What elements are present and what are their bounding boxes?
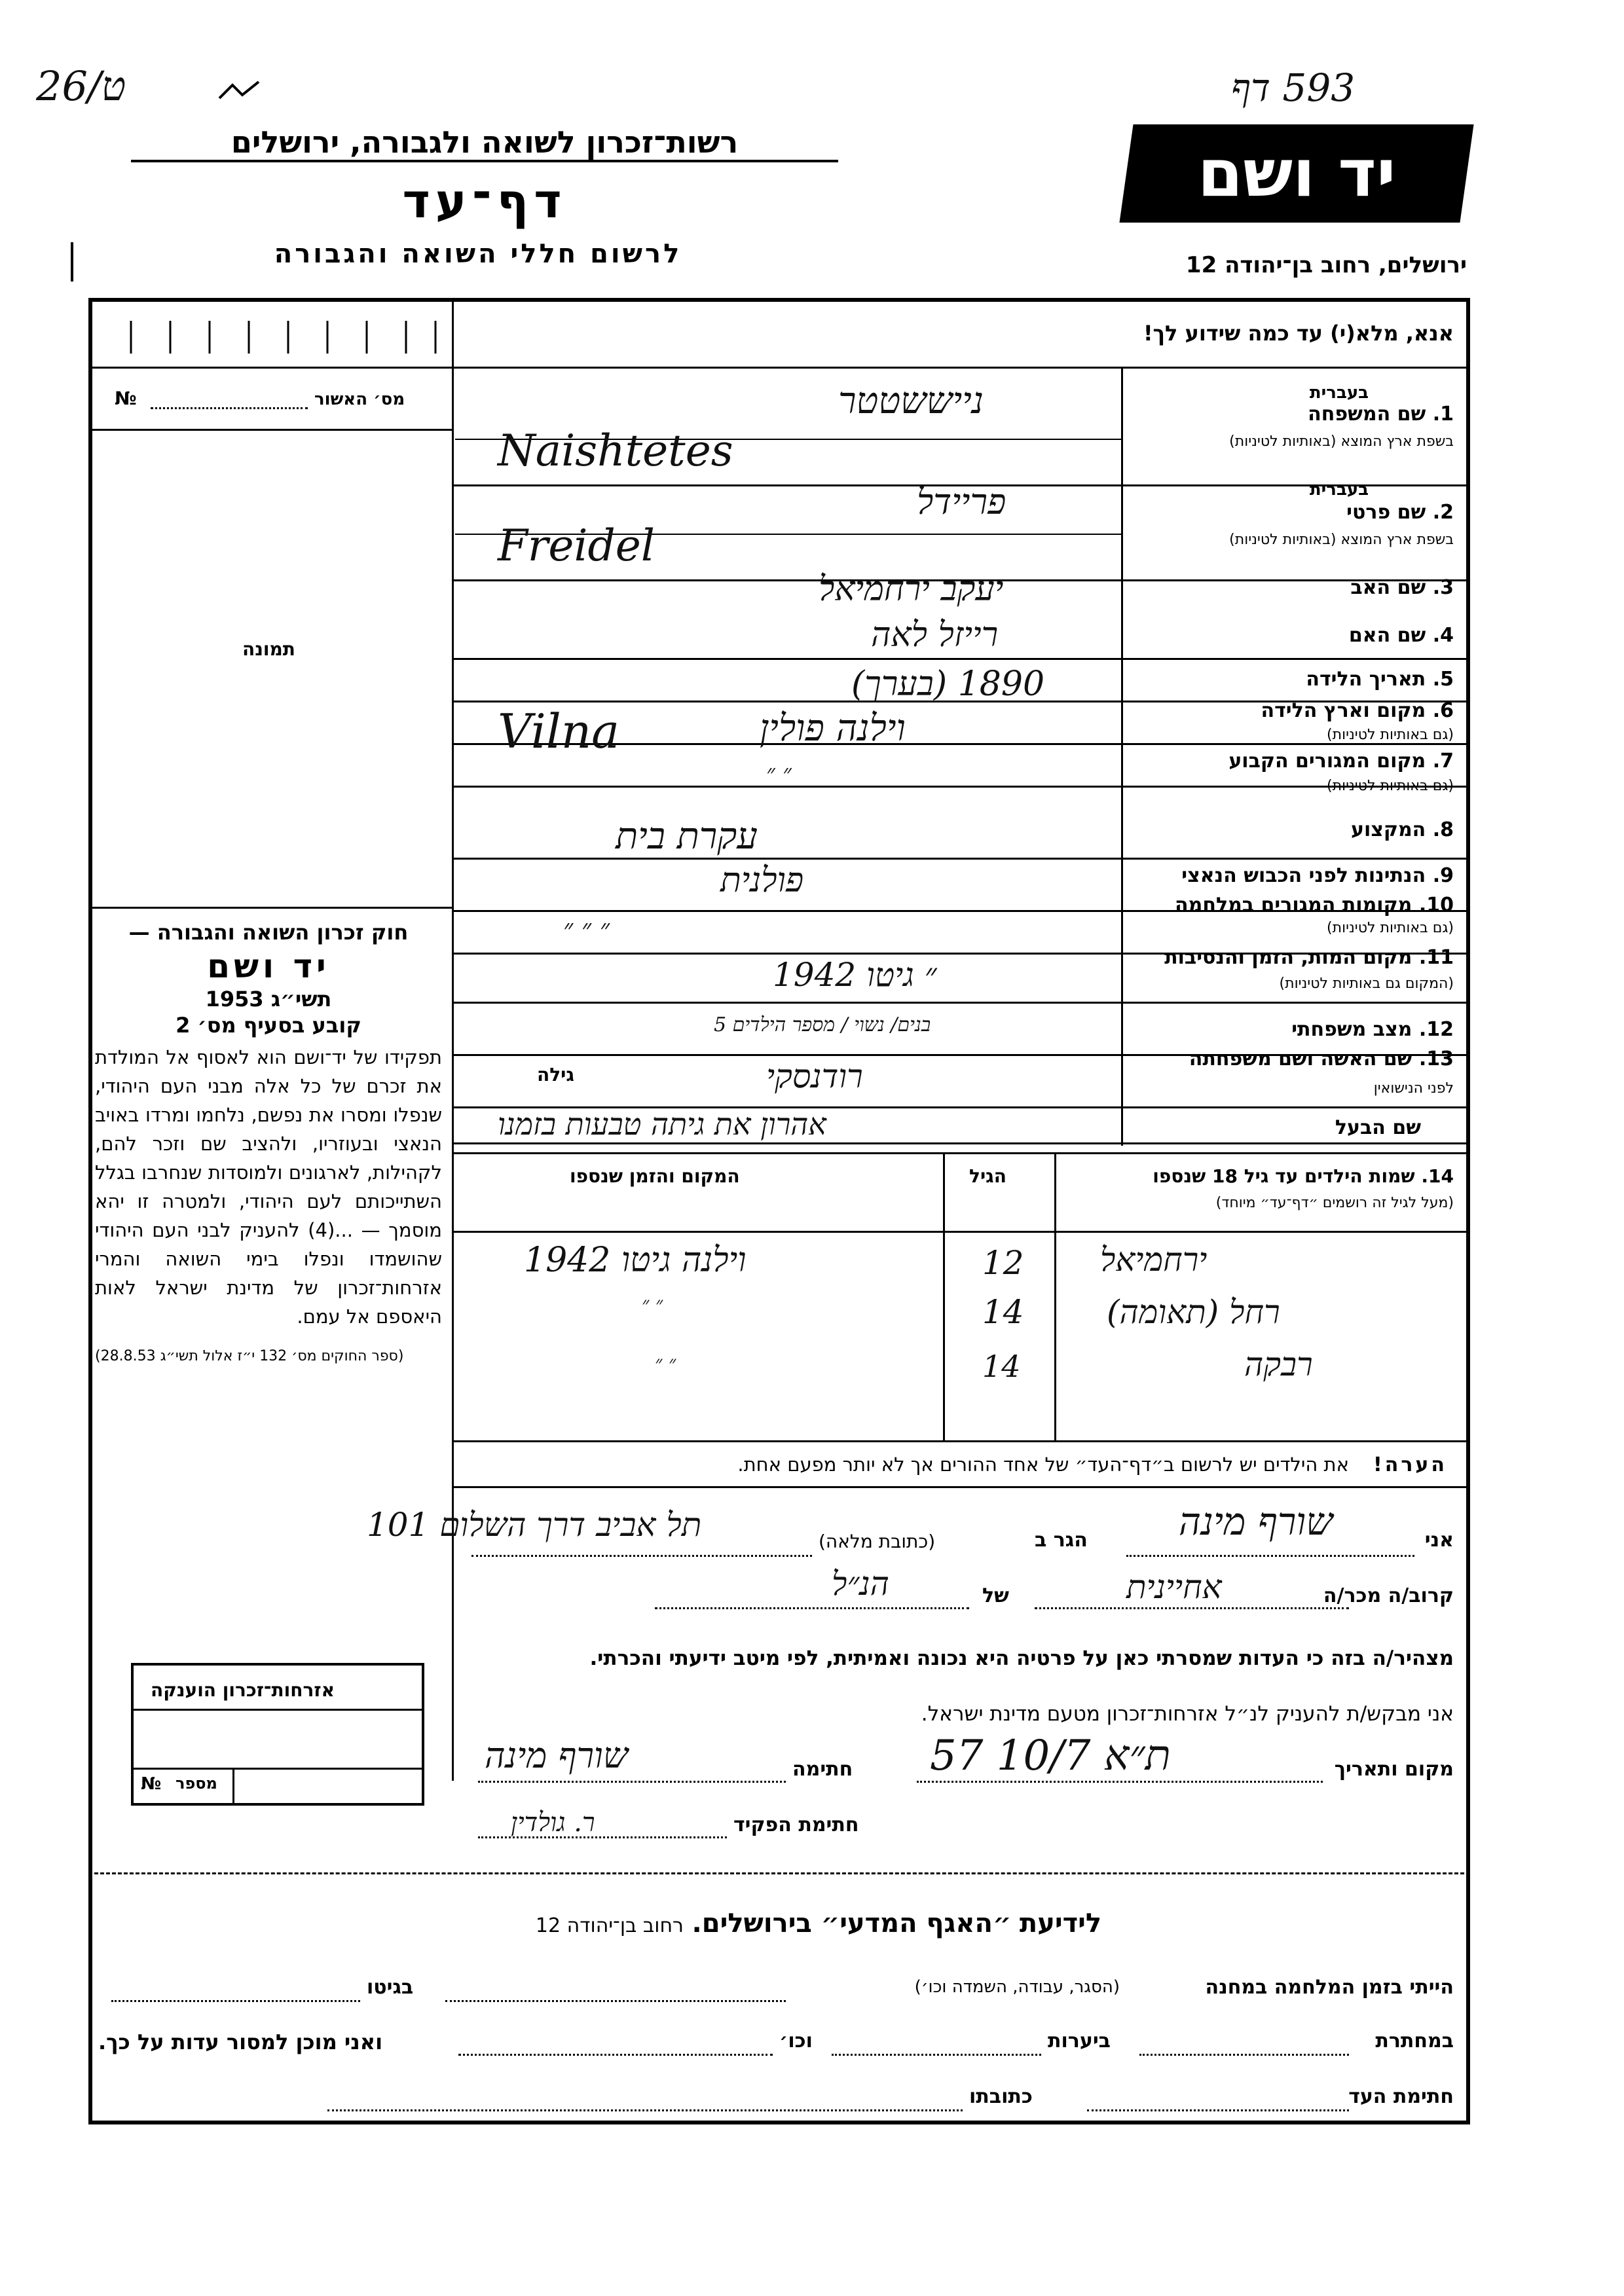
law-year: תשי״ג 1953 [205,987,332,1011]
field-2-label: 2. שם פרטי [1346,501,1454,524]
photo-label: תמונה [242,638,295,660]
child-2-place[interactable]: ״ ״ [642,1293,663,1316]
form-subtitle: לרשום חללי השואה והגבורה [274,239,682,269]
citizenship-number-sign: № [141,1774,162,1794]
ref-number: 593 דף [1231,65,1356,110]
scribble-mark [216,79,262,105]
relative-value[interactable]: אחיינית [1126,1568,1222,1606]
of-value[interactable]: הנ״ל [832,1565,889,1603]
note-label: הערה! [1373,1453,1447,1476]
field-2-latin-value[interactable]: Freidel [498,520,655,571]
signature-value[interactable]: שורף מינה [485,1735,629,1776]
children-header-place: המקום והזמן שנספו [570,1165,740,1187]
field-6-note: (גם באותיות לטיניות) [1327,727,1454,743]
clerk-signature-value[interactable]: ר. גולדין [511,1808,595,1838]
info-line2-d: ואני מוכן למסור עדות על כך. [98,2030,383,2054]
declarant-label: אני [1424,1529,1454,1552]
info-line2-b: ביערות [1048,2030,1111,2052]
citizenship-number-label: מספר [175,1774,217,1793]
field-7-note: (גם באותיות לטיניות) [1327,778,1454,794]
citizenship-box-title: אזרחות־זכרון הוענקה [151,1679,335,1701]
place-date-value[interactable]: ת״א 10/7 57 [930,1732,1171,1780]
husband-value[interactable]: אהרון את גיתה טבעות בזמנו [498,1106,826,1142]
info-line2-a: במחתרת [1375,2030,1454,2052]
note-text: את הילדים יש לרשום ב״דף־העד״ של אחד ההורים אך לא יותר מפעם אחת. [737,1453,1349,1476]
child-2-name[interactable]: רחל (תאומה) [1107,1293,1280,1331]
field-9-value[interactable]: פולנית [720,861,804,900]
field-13-label: 13. שם האשה ושם משפחתה [1189,1048,1454,1070]
field-3-label: 3. שם האב [1350,576,1454,599]
field-1-label: 1. שם המשפחה [1308,403,1454,426]
authority-name: רשות־זכרון לשואה ולגבורה, ירושלים [131,124,838,162]
child-1-age[interactable]: 12 [982,1244,1024,1282]
husband-label: שם הבעל [1335,1116,1421,1139]
field-5-label: 5. תאריך הלידה [1306,668,1454,691]
place-date-label: מקום ותאריך [1334,1758,1454,1781]
field-7-value[interactable]: ״ ״ [766,760,792,787]
field-12-value[interactable]: בנים/ נשוי / מספר הילדים 5 [714,1013,931,1036]
field-6-label: 6. מקום וארץ הלידה [1261,699,1454,722]
field-10-label: 10. מקומות המגורים במלחמה [1175,894,1454,917]
field-12-label: 12. מצב משפחתי [1291,1018,1454,1041]
child-3-place[interactable]: ״ ״ [655,1352,676,1375]
declare-text: מצהיר/ה בזה כי העדות שמסרתי כאן על פרטיה היא נכונה ואמיתית, לפי מיטב ידיעתי והכרתי. [589,1647,1454,1670]
of-label: של [982,1584,1009,1607]
full-address-label: (כתובת מלאה) [819,1531,936,1552]
info-line1-a: הייתי בזמן המלחמה במחנה [1205,1976,1454,1999]
child-1-place[interactable]: וילנה גיטו 1942 [524,1241,747,1280]
field-3-value[interactable]: יעקב ירחמיאל [819,570,1004,609]
law-title: חוק זכרון השואה והגבורה — [128,920,409,945]
info-title-prefix: לידיעת [1019,1908,1102,1939]
field-11-value[interactable]: ״ גיטו 1942 [773,956,937,994]
clerk-signature-label: חתימת הפקיד [733,1813,859,1836]
field-8-value[interactable]: עקרת בית [616,815,758,858]
field-2-note: בשפת ארץ המוצא (באותיות לטיניות) [1229,532,1454,548]
corner-number: 26/ט [36,62,126,110]
field-11-note: (המקום גם באותיות לטיניות) [1279,975,1454,992]
instruction-text: אנא, מלא(י) עד כמה שידוע לך! [1143,321,1454,346]
approval-boxes [105,321,439,354]
law-block [95,920,442,1364]
info-line2-c: וכו׳ [779,2030,813,2052]
info-line1-c: בגיטו [367,1976,414,1999]
request-text: אני מבקש/ת להעניק לנ״ל אזרחות־זכרון מטעם מדינת ישראל. [921,1702,1454,1726]
field-6-value[interactable]: וילנה פולין [760,707,906,750]
field-6-latin-value[interactable]: Vilna [498,704,620,759]
field-10-note: (גם באותיות לטיניות) [1327,920,1454,936]
field-13-value[interactable]: רודנסקי [766,1057,863,1095]
field-4-value[interactable]: רייזל לאה [871,615,999,655]
field-11-label: 11. מקום המות, הזמן והנסיבות [1164,946,1454,969]
declarant-value[interactable]: שורף מינה [1179,1499,1333,1544]
field-7-label: 7. מקום המגורים הקבוע [1228,750,1454,773]
field-1-hebrew-tag: בעברית [1309,383,1369,403]
info-address: רחוב בן־יהודה 12 [535,1914,684,1937]
form-title: דף־עד [402,173,567,228]
field-13-note: לפני הנישואין [1373,1080,1454,1097]
field-9-label: 9. הנתינות לפני הכבוש הנאצי [1181,864,1454,887]
relative-label: קרוב/ה מכר/ה [1323,1584,1454,1607]
field-4-label: 4. שם האם [1348,624,1454,647]
field-13-extra-label: גילה [537,1064,574,1085]
field-5-value[interactable]: 1890 (בערך) [851,665,1045,704]
child-2-age[interactable]: 14 [982,1293,1024,1331]
law-source: (ספר החוקים מס׳ 132 י״ז אלול תשי״ג 28.8.53) [95,1348,404,1364]
approval-number-sign: № [115,388,137,409]
field-8-label: 8. המקצוע [1350,818,1454,841]
address-value[interactable]: תל אביב דרך השלום 101 [367,1506,702,1544]
children-header-name: 14. שמות הילדים עד גיל 18 שנספו [1153,1165,1454,1187]
approval-number-label: מס׳ האשור [314,390,405,409]
field-1-latin-value[interactable]: Naishtetes [498,426,733,476]
header-address: ירושלים, רחוב בן־יהודה 12 [1185,252,1467,278]
children-header-age: הגיל [969,1165,1006,1187]
field-1-note: בשפת ארץ המוצא (באותיות לטיניות) [1229,433,1454,450]
logo-text: יד ושם [1197,135,1396,211]
law-clause: קובע בסעיף מס׳ 2 [175,1013,361,1038]
law-text: תפקידו של יד־ושם הוא לאסוף אל המולדת את זכרם של כל אלה מבני העם היהודי, שנפלו ומסרו את נפשם, נלחמו ומרדו באויב הנאצי ובעוזריו, ולהציב שם וזכר להם, לקהילות, לארגונים ולמוסדות שנחרבו בגלל השתייכותם לעם היהודי, ולמטרה זו יהא מוסמך — ...(4) להעניק לבני העם היהודי שהושמדו ונפלו בימי השואה והמרי אזרחות־זכרון של מדינת ישראל לאות היאספם אל עמם. [95,1046,442,1328]
info-line3-b: כתובתו [969,2085,1033,2108]
child-1-name[interactable]: ירחמיאל [1100,1241,1208,1279]
field-1-hebrew-value[interactable]: נייששטטר [838,380,984,422]
field-10-value[interactable]: ״ ״ ״ [563,914,610,944]
signature-label: חתימה [792,1758,853,1781]
child-3-age[interactable]: 14 [982,1349,1021,1384]
info-title-main: ״האגף המדעי״ בירושלים. [692,1908,1012,1939]
child-3-name[interactable]: רבקה [1244,1345,1313,1383]
info-title [458,1908,1179,1939]
children-header-note: (מעל לגיל זה רושמים ״דף־עד״ מיוחד) [1215,1195,1454,1211]
info-line3-a: חתימת העד [1348,2085,1454,2108]
law-name: יד ושם [207,947,330,985]
field-2-hebrew-value[interactable]: פריידל [917,481,1006,522]
resident-label: הגר ב [1035,1529,1088,1552]
field-2-hebrew-tag: בעברית [1309,480,1369,500]
info-line1-b: (הסגר, עבודה, השמדה וכו׳) [914,1977,1120,1997]
margin-tick [71,242,73,282]
